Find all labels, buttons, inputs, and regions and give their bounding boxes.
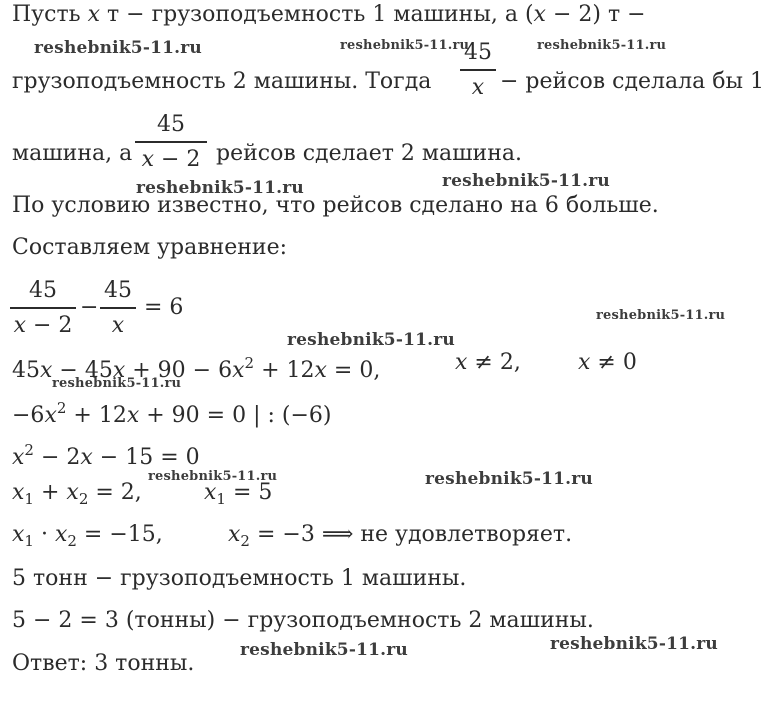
variable-x: x: [232, 358, 245, 383]
text-fragment: − 2: [33, 445, 81, 470]
text-fragment: = −3 ⟹ не удовлетворяет.: [249, 522, 573, 547]
eq1-fraction-left: [10, 278, 76, 339]
text-fragment: ≠ 0: [590, 350, 637, 375]
exponent: 2: [244, 354, 255, 372]
variable-x2: x: [54, 522, 68, 547]
text-fragment: рейсов сделает 2 машина.: [216, 141, 522, 166]
text-fragment: ·: [33, 522, 55, 547]
text-fragment: + 90 − 6: [125, 358, 233, 383]
eq1-minus: [80, 295, 98, 321]
variable-x: x: [80, 445, 93, 470]
fraction-bar: [135, 141, 207, 143]
watermark-logo: reshebnik5-11.ru: [550, 634, 718, 654]
variable-x: x: [126, 403, 140, 428]
eq1-rhs: [144, 295, 183, 321]
variable-x: x: [87, 2, 101, 27]
subscript: 1: [216, 490, 226, 508]
subscript: 2: [67, 532, 77, 550]
eq6-root: [228, 522, 572, 554]
eq3-line: [12, 395, 331, 429]
text-fragment: = 0,: [326, 358, 381, 383]
text-line-2: [12, 69, 431, 95]
fraction-bar: [10, 307, 76, 309]
eq2-condition-1: [455, 350, 521, 376]
text-fragment: + 12: [254, 358, 315, 383]
text-fragment: 45: [12, 358, 40, 383]
fraction-numerator: 45: [104, 278, 132, 303]
variable-x2: x: [66, 480, 79, 505]
watermark-logo: reshebnik5-11.ru: [52, 376, 182, 391]
watermark-logo: reshebnik5-11.ru: [240, 640, 408, 660]
text-fragment: − 15 = 0: [92, 445, 200, 470]
watermark-logo: reshebnik5-11.ru: [442, 171, 610, 191]
eq4-line: [12, 437, 200, 471]
fraction-denominator: x: [111, 313, 125, 338]
eq5-root: [204, 480, 272, 512]
fraction-bar: [460, 69, 496, 71]
subscript: 2: [240, 532, 250, 550]
text-line-8: [12, 608, 594, 634]
text-fragment: Пусть: [12, 2, 88, 27]
variable-x: x: [44, 403, 57, 428]
text-fragment: машина, а: [12, 141, 133, 166]
watermark-logo: reshebnik5-11.ru: [537, 38, 667, 53]
variable-x1: x: [12, 522, 25, 547]
variable-x: x: [112, 358, 126, 383]
fraction-numerator: 45: [29, 278, 57, 303]
text-line-3: [12, 141, 132, 167]
text-fragment: −6: [12, 403, 45, 428]
text-fragment: По условию известно, что рейсов сделано на 6 больше.: [12, 193, 659, 218]
variable-x: x: [141, 147, 154, 172]
fraction-denominator: [135, 147, 207, 173]
variable-x: x: [455, 350, 468, 375]
fraction-numerator: 45: [464, 40, 492, 65]
exponent: 2: [56, 399, 67, 417]
text-fragment: 5 − 2 = 3 (тонны) − грузоподъемность 2 машины.: [12, 608, 594, 633]
watermark-logo: reshebnik5-11.ru: [425, 469, 593, 489]
text-fragment: = 2,: [88, 480, 142, 505]
text-line-3-tail: [216, 141, 522, 167]
text-fragment: грузоподъемность 2 машины. Тогда: [12, 69, 432, 94]
text-line-2-tail: [500, 69, 764, 95]
text-line-4: [12, 193, 659, 219]
subscript: 1: [24, 490, 34, 508]
eq6-line: [12, 522, 163, 554]
text-line-7: [12, 566, 466, 592]
eq1-fraction-right: [100, 278, 136, 339]
watermark-logo: reshebnik5-11.ru: [34, 38, 202, 58]
text-fragment: − 45: [52, 358, 113, 383]
watermark-logo: reshebnik5-11.ru: [148, 469, 278, 484]
text-fragment: 5 тонн − грузоподъемность 1 машины.: [12, 566, 467, 591]
fraction-numerator: 45: [157, 112, 185, 137]
text-fragment: = −15,: [76, 522, 163, 547]
variable-x: x: [12, 445, 25, 470]
variable-x1: x: [12, 480, 25, 505]
text-fragment: − 2: [26, 313, 73, 338]
text-fragment: = 5: [225, 480, 273, 505]
subscript: 2: [78, 490, 89, 508]
exponent: 2: [24, 441, 34, 459]
variable-x: x: [40, 358, 53, 383]
eq5-line: [12, 480, 142, 512]
text-line-5: [12, 235, 287, 261]
variable-x: x: [13, 313, 26, 338]
answer-text: Ответ: 3 тонны.: [12, 651, 195, 676]
variable-x: x: [578, 350, 591, 375]
text-line-1: [12, 2, 646, 28]
fraction-bar: [100, 307, 136, 309]
text-fragment: − 2) т −: [545, 2, 646, 27]
eq2-condition-2: [578, 350, 637, 376]
text-fragment: +: [33, 480, 67, 505]
variable-x: x: [314, 358, 327, 383]
variable-x: x: [533, 2, 546, 27]
text-fragment: = 6: [144, 295, 184, 320]
watermark-logo: reshebnik5-11.ru: [136, 178, 304, 198]
text-fragment: + 90 = 0 | : (−6): [139, 403, 332, 428]
text-fragment: − рейсов сделала бы 1: [500, 69, 764, 94]
answer-line: [12, 651, 194, 677]
watermark-logo: reshebnik5-11.ru: [596, 308, 726, 323]
text-fragment: − 2: [154, 147, 201, 172]
fraction-45-over-x-minus-2: [135, 112, 207, 173]
text-fragment: −: [80, 295, 99, 320]
text-fragment: + 12: [66, 403, 127, 428]
watermark-logo: reshebnik5-11.ru: [287, 330, 455, 350]
text-fragment: ≠ 2,: [467, 350, 521, 375]
variable-x1: x: [204, 480, 217, 505]
watermark-logo: reshebnik5-11.ru: [340, 38, 470, 53]
subscript: 1: [24, 532, 34, 550]
fraction-denominator: [10, 313, 76, 339]
text-fragment: Составляем уравнение:: [12, 235, 288, 260]
text-fragment: т − грузоподъемность 1 машины, а (: [100, 2, 534, 27]
variable-x2: x: [228, 522, 241, 547]
fraction-denominator: x: [471, 75, 485, 100]
